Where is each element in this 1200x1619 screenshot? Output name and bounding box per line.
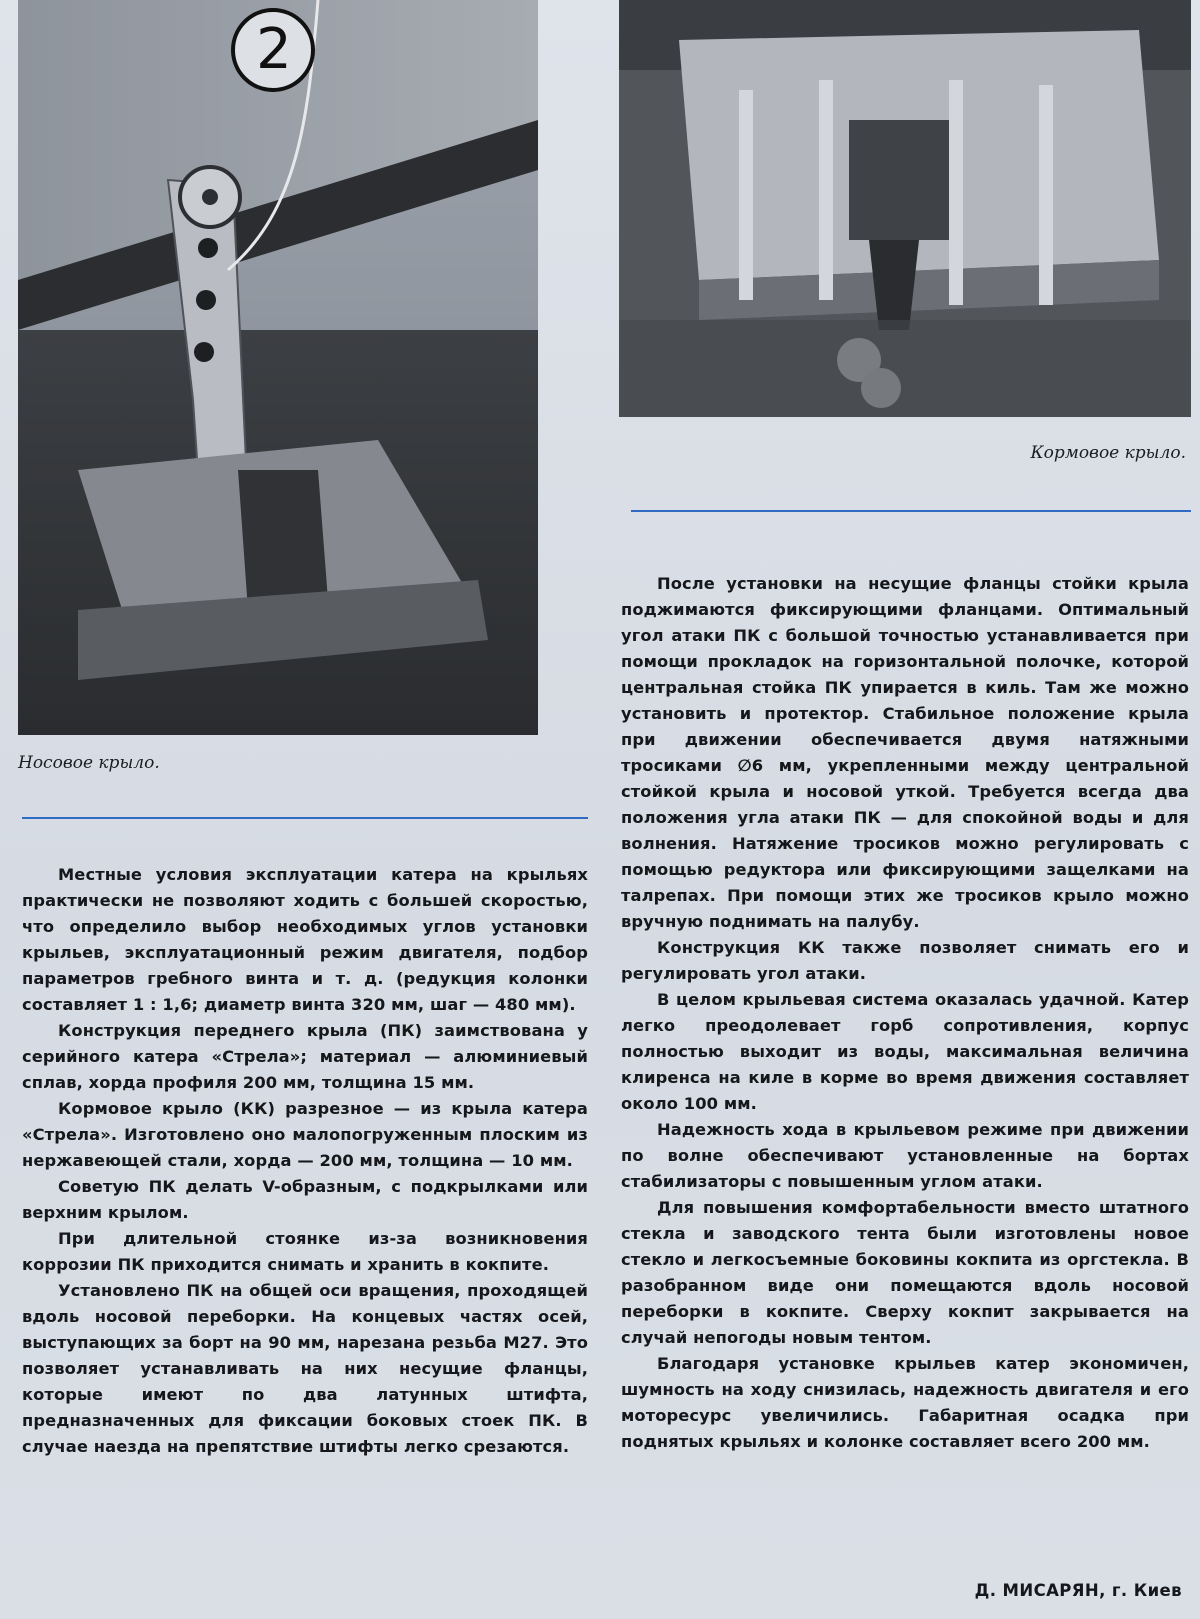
bow-wing-caption: Носовое крыло.: [18, 753, 160, 773]
paragraph: Надежность хода в крыльевом режиме при движении по волне обеспечивают установленные на бортах стабилизаторы с повышенным углом атаки.: [621, 1120, 1189, 1191]
paragraph: Установлено ПК на общей оси вращения, проходящей вдоль носовой переборки. На концевых частях осей, выступающих за борт на 90 мм, нарезана резьба М27. Это позволяет устанавливать на них несущие фланцы, которые имеют по два латунных штифта, предназначенных для фиксации боковых стоек ПК. В случае наезда на препятствие штифты легко срезаются.: [22, 1281, 588, 1456]
paragraph: После установки на несущие фланцы стойки крыла поджимаются фиксирующими фланцами. Оптимальный угол атаки ПК с большой точностью устанавливается при помощи прокладок на горизонтальной полочке, которой центральная стойка ПК упирается в киль. Там же можно установить и протектор. Стабильное положение крыла при движении обеспечивается двумя натяжными тросиками ∅6 мм, укрепленными между центральной стойкой крыла и носовой уткой. Требуется всегда два положения угла атаки ПК — для спокойной воды и для волнения. Натяжение тросиков можно регулировать с помощью редуктора или фиксирующими защелками на талрепах. При помощи этих же тросиков крыло можно вручную поднимать на палубу.: [621, 574, 1189, 931]
left-text-column: [22, 862, 588, 1460]
stern-wing-caption: Кормовое крыло.: [1030, 443, 1186, 463]
author-signature: Д. МИСАРЯН, г. Киев: [974, 1581, 1182, 1600]
right-text-column: [621, 571, 1189, 1455]
paragraph: Благодаря установке крыльев катер экономичен, шумность на ходу снизилась, надежность двигателя и его моторесурс увеличились. Габаритная осадка при поднятых крыльях и колонке составляет всего 200 мм.: [621, 1354, 1189, 1451]
left-column-divider: [22, 817, 588, 819]
bow-wing-photo: [18, 0, 538, 735]
paragraph: Конструкция КК также позволяет снимать его и регулировать угол атаки.: [621, 938, 1189, 983]
stern-wing-photo: [619, 0, 1191, 417]
paragraph: В целом крыльевая система оказалась удачной. Катер легко преодолевает горб сопротивления, корпус полностью выходит из воды, максимальная величина клиренса на киле в корме во время движения составляет около 100 мм.: [621, 990, 1189, 1113]
paragraph: Конструкция переднего крыла (ПК) заимствована у серийного катера «Стрела»; материал — алюминиевый сплав, хорда профиля 200 мм, толщина 15 мм.: [22, 1021, 588, 1092]
paragraph: Для повышения комфортабельности вместо штатного стекла и заводского тента были изготовлены новое стекло и легкосъемные боковины кокпита из оргстекла. В разобранном виде они помещаются вдоль носовой переборки в кокпите. Сверху кокпит закрывается на случай непогоды новым тентом.: [621, 1198, 1189, 1347]
paragraph: Советую ПК делать V-образным, с подкрылками или верхним крылом.: [22, 1177, 588, 1222]
right-column-divider: [631, 510, 1191, 512]
paragraph: Местные условия эксплуатации катера на крыльях практически не позволяют ходить с большей скоростью, что определило выбор необходимых углов установки крыльев, эксплуатационный режим двигателя, подбор параметров гребного винта и т. д. (редукция колонки составляет 1 : 1,6; диаметр винта 320 мм, шаг — 480 мм).: [22, 865, 588, 1014]
photo-number-marker: 2: [256, 17, 292, 82]
paragraph: При длительной стоянке из-за возникновения коррозии ПК приходится снимать и хранить в кокпите.: [22, 1229, 588, 1274]
paragraph: Кормовое крыло (КК) разрезное — из крыла катера «Стрела». Изготовлено оно малопогруженным плоским из нержавеющей стали, хорда — 200 мм, толщина — 10 мм.: [22, 1099, 588, 1170]
